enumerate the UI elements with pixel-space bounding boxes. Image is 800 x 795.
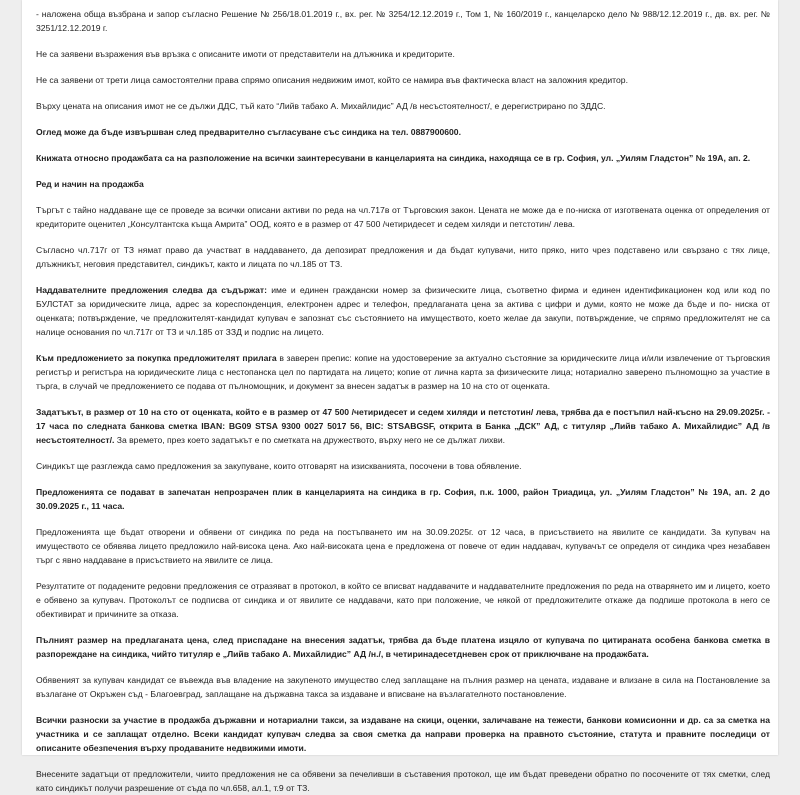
objections-paragraph: Не са заявени възражения във връзка с описаните имоти от представители на длъжника и кредиторите. [36,49,455,59]
third-party-rights-paragraph: Не са заявени от трети лица самостоятелни права спрямо описания недвижим имот, който се намира във фактическа власт на заложния кредитор. [36,75,628,85]
documents-paragraph: Книжата относно продажбата са на разположение на всички заинтересувани в канцеларията на синдика, находяща се в гр. София, ул. „Уилям Гладстон” № 19А, ап. 2. [36,153,751,163]
review-paragraph: Синдикът ще разглежда само предложения за закупуване, които отговарят на изискванията, посочени в това обявление. [36,461,522,471]
viewing-paragraph: Оглед може да бъде извършван след предварително съгласуване със синдика на тел. 0887900600. [36,127,461,137]
sale-procedure-heading: Ред и начин на продажба [36,179,144,189]
auction-paragraph: Търгът с тайно наддаване ще се проведе за всички описани активи по реда на чл.717в от Търговския закон. Цената не може да е по-ниска от изготвената оценка от определения от кредиторите оценител „Консултантска къща Амрита” ООД, която е в размер от 47 500 /четиридесет и седем хиляди и петстотин/ лева. [36,205,770,229]
possession-paragraph: Обявеният за купувач кандидат се въвежда във владение на закупеното имущество след заплащане на пълния размер на цената, издаване и влизане в сила на Постановление за възлагане от Окръжен съд - Благоевград, заплащане на държавна такса за издаване и вписване на възлагателното постановление. [36,675,770,699]
opening-paragraph: Предложенията ще бъдат отворени и обявени от синдика по реда на постъпването им на 30.09.2025г. от 12 часа, в присъствието на явилите се кандидати. За купувач на имуществото се обявява лицето предложило най-висока цена. Ако най-високата цена е предложена от повече от един наддавач, купувачът се определя от синдика чрез незабавен търг с явно наддаване в присъствието на явилите се лица. [36,527,770,565]
protocol-paragraph: Резултатите от подадените редовни предложения се отразяват в протокол, в който се вписват наддавачите и наддавателните предложения по реда на отварянето им и лицето, което е обявено за купувач. Протоколът се подписва от синдика и от явилите се наддавачи, като при положение, че някой от предложителите откаже да подпише протокола в него се обективират и причините за отказа. [36,581,770,619]
encumbrance-note: - наложена обща възбрана и запор съгласно Решение № 256/18.01.2019 г., вх. рег. № 3254/12.12.2019 г., Том 1, № 160/2019 г., канцеларско дело № 988/12.12.2019 г., дв. вх. рег. № 3251/12.12.2019 г. [36,9,770,33]
document-body [36,7,770,795]
costs-paragraph: Всички разноски за участие в продажба държавни и нотариални такси, за издаване на скици, оценки, заличаване на тежести, банкови комисионни и др. са за сметка на участника и се заплащат отделно. Всеки кандидат купувач следва за своя сметка да направи проверка на правното състояние, статута и правните последици от описаните обезпечения върху продаваните недвижими имоти. [36,715,770,753]
vat-paragraph: Върху цената на описания имот не се дължи ДДС, тъй като “Лийв табако А. Михайлидис” АД /в несъстоятелност/, е дерегистрирано по ЗДДС. [36,101,606,111]
attachments-paragraph: Към предложението за покупка предложителят прилага в заверен препис: копие на удостоверение за актуално състояние за юридическите лица и/или извлечение от търговския регистър и регистъра на юридическите лица с нестопанска цел по партидата на лицето; копие от лична карта за физическите лица; нотариално заверено пълномощно за участие в търга, в случай че предложението се подава от пълномощник, и документ за внесен задатък в размер на 10 на сто от оценката. [36,353,770,391]
eligibility-paragraph: Съгласно чл.717г от ТЗ нямат право да участват в наддаването, да депозират предложения и да бъдат купувачи, нито пряко, нито чрез подставено или свързано с тях лице, длъжникът, неговия представител, синдикът, както и лицата по чл.185 от ТЗ. [36,245,770,269]
payment-paragraph: Пълният размер на предлаганата цена, след приспадане на внесения задатък, трябва да бъде платена изцяло от купувача по цитираната особена банкова сметка в разпореждане на синдика, чийто титуляр е „Лийв табако А. Михайлидис” АД /н./, в четиринадесетдневен срок от приключване на продажбата. [36,635,770,659]
refund-paragraph: Внесените задатъци от предложители, чиито предложения не са обявени за печеливши в съставения протокол, ще им бъдат преведени обратно по посочените от тях сметки, след като синдикът получи разрешение от съда по чл.658, ал.1, т.9 от ТЗ. [36,769,770,793]
submission-paragraph: Предложенията се подават в запечатан непрозрачен плик в канцеларията на синдика в гр. София, п.к. 1000, район Триадица, ул. „Уилям Гладстон” № 19А, ап. 2 до 30.09.2025 г., 11 часа. [36,487,770,511]
document-page [22,0,778,793]
bid-contents-paragraph: Наддавателните предложения следва да съдържат: име и единен граждански номер за физическите лица, съответно фирма и единен идентификационен код или код по БУЛСТАТ за юридическите лица, адрес за кореспонденция, електронен адрес и телефон, предлаганата цена за актива с цифри и думи, която не може да бъде и по- ниска от оценката; потвърждение, че предложителят-кандидат купувач е запознат със състоянието на имуществото, което желае да закупи, потвърждение, че спрямо предложителят не са налице основания по чл.717г от ТЗ и чл.185 от ЗЗД и подпис на лицето. [36,285,770,337]
deposit-paragraph: Задатъкът, в размер от 10 на сто от оценката, който е в размер от 47 500 /четиридесет и седем хиляди и петстотин/ лева, трябва да е постъпил най-късно на 29.09.2025г. - 17 часа по следната банкова сметка IBAN: BG09 STSA 9300 0027 5017 56, BIC: STSABGSF, открита в Банка „ДСК” АД, с титуляр „Лийв табако А. Михайлидис” АД /в несъстоятелност/. За времето, през което задатъкът е по сметката на дружеството, върху него не се дължат лихви. [36,407,770,445]
